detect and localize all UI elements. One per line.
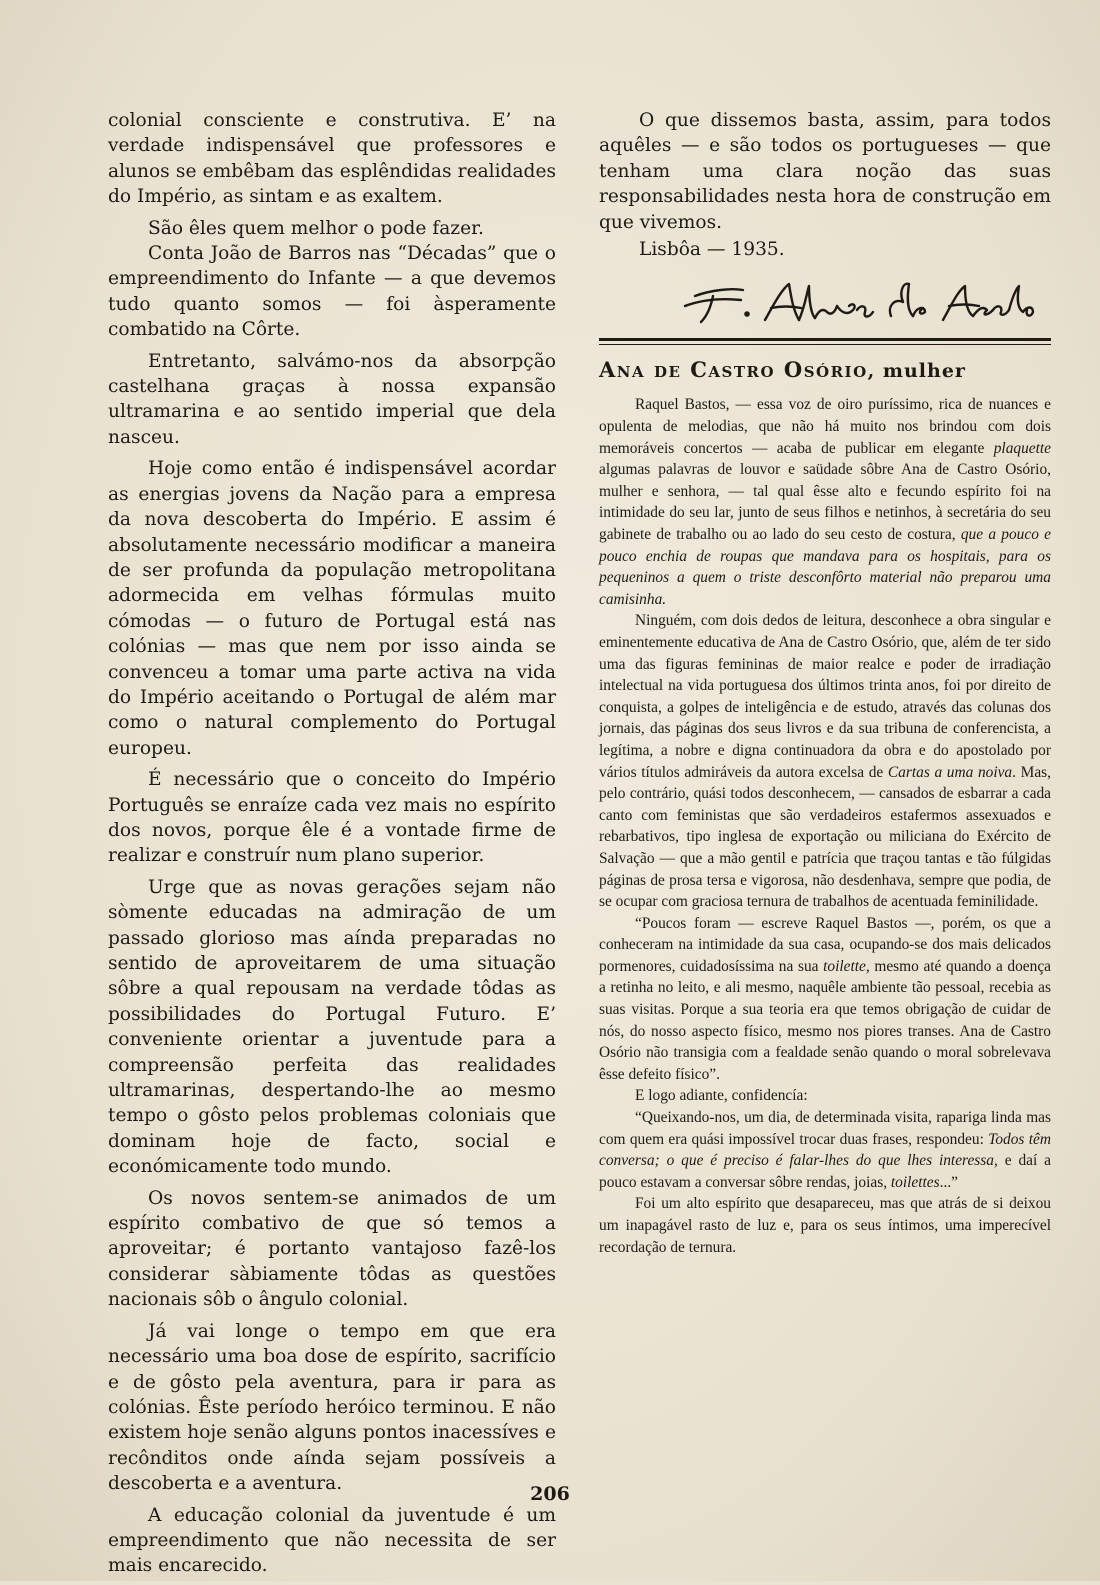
article-paragraph: Raquel Bastos, — essa voz de oiro puríssimo, rica de nuances e opulenta de melodias, que não há muito nos brindou com dois memoráveis concertos — acaba de publicar em elegante plaquette algumas palavras de louvor e saüdade sôbre Ana de Castro Osório, mulher e senhora, — tal qual êsse alto e fecundo espírito foi na intimidade do seu lar, junto de seus filhos e netinhos, à secretária do seu gabinete de trabalho ou ao lado do seu cesto de costura, que a pouco e pouco enchia de roupas que mandava para os hospitais, para os pequeninos a quem o triste desconfôrto material não preparou uma camisinha.: [599, 396, 1052, 608]
article-paragraph: “Queixando-nos, um dia, de determinada visita, rapariga linda mas com quem era quási impossível trocar duas frases, respondeu: Todos têm conversa; o que é preciso é falar-lhes do que lhes interessa, e daí a pouco estavam a conversar sôbre rendas, joias, toilettes...”: [599, 1109, 1051, 1191]
signature-image: [681, 276, 1041, 332]
page-number: 206: [530, 1483, 570, 1505]
closing-paragraph: O que dissemos basta, assim, para todos aquêles — e são todos os portugueses — que tenham uma clara noção das suas responsabilidades nesta hora de construção em que vivemos.: [599, 110, 1051, 233]
author-signature: [681, 276, 1041, 332]
article-title-name: Ana de Castro Osório: [599, 357, 868, 383]
paragraph: Hoje como então é indispensável acordar as energias jovens da Nação para a empresa da nova descoberta do Império. E assim é absolutamente necessário modificar a maneira de ser profunda da população metropolitana adormecida em velhas fórmulas muito cómodas — o futuro de Portugal está nas colónias — mas que nem por isso ainda se convenceu a tomar uma parte activa na vida do Império aceitando o Portugal de além mar como o natural complemento do Portugal europeu.: [108, 458, 556, 759]
article-paragraph: E logo adiante, confidencía:: [635, 1087, 808, 1105]
paragraph: Já vai longe o tempo em que era necessário uma boa dose de espírito, sacrifício e de gôsto pela aventura, para ir para as colónias. Êste período heróico terminou. E não existem hoje senão alguns pontos inacessíves e recônditos onde aínda sejam possíveis a descoberta e a aventura.: [108, 1320, 556, 1495]
paragraph: colonial consciente e construtiva. E’ na verdade indispensável que professores e alunos se embêbam das esplêndidas realidades do Império, as sintam e as exaltem.: [108, 110, 556, 208]
left-column: [108, 108, 556, 1585]
paragraph: Conta João de Barros nas “Décadas” que o empreendimento do Infante — a que devemos tudo quanto somos — foi àsperamente combatido na Côrte.: [108, 243, 556, 341]
article-title-tail: , mulher: [867, 360, 966, 383]
section-rule-thin: [599, 344, 1051, 345]
dateline: Lisbôa — 1935.: [639, 239, 785, 261]
article-title: [599, 357, 1051, 382]
article-body: [599, 394, 1051, 1258]
article-paragraph: Ninguém, com dois dedos de leitura, desconhece a obra singular e eminentemente educativa de Ana de Castro Osório, que, além de ter sido uma das figuras femininas de maior realce e poder de irradiação intelectual na vida portuguesa dos últimos trinta anos, foi por direito de conquista, a golpes de inteligência e de estudo, através das colunas dos jornais, das páginas dos seus livros e da sua tribuna de conferencista, a legítima, a nobre e digna continuadora da obra e do apostolado por vários títulos admiráveis da autora excelsa de Cartas a uma noiva. Mas, pelo contrário, quási todos desconhecem, — cansados de esbarrar a cada canto com feministas que são verdadeiros estafermos assexuados e rebarbativos, tipo inglesa de exportação ou miliciana do Exército de Salvação — que a mão gentil e patrícia que traçou tantas e tão fúlgidas páginas de prosa tersa e vigorosa, não desdenhava, sempre que podia, de se ocupar com graciosa ternura de trabalhos de acentuada feminilidade.: [599, 612, 1051, 911]
paragraph: A educação colonial da juventude é um empreendimento que não necessita de ser mais encarecido.: [108, 1504, 556, 1577]
right-column: [599, 108, 1051, 1258]
paragraph: São êles quem melhor o pode fazer.: [148, 217, 484, 239]
paragraph: Entretanto, salvámo-nos da absorpção castelhana graças à nossa expansão ultramarina e ao sentido imperial que dela nasceu.: [108, 350, 556, 448]
article-paragraph: “Poucos foram — escreve Raquel Bastos —, porém, os que a conheceram na intimidade da sua casa, ocupando-se dos mais delicados pormenores, cuidadosíssima na sua toilette, mesmo até quando a doença a retinha no leito, e ali mesmo, naquêle ambiente tão pessoal, recebia as suas visitas. Porque a sua teoria era que temos obrigação de cuidar de nós, do nosso aspecto físico, mesmo nos piores transes. Ana de Castro Osório não transigia com a fealdade senão quando o moral sobrelevava êsse defeito físico”.: [599, 914, 1051, 1083]
paragraph: Os novos sentem-se animados de um espírito combativo de que só temos a aproveitar; é portanto vantajoso fazê-los considerar sàbiamente tôdas as questões nacionais sôb o ângulo colonial.: [108, 1187, 556, 1311]
paragraph: Urge que as novas gerações sejam não sòmente educadas na admiração de um passado glorioso mas aínda preparadas no sentido de aproveitarem de uma situação sôbre a qual repousam na verdade tôdas as possibilidades do Portugal Futuro. E’ conveniente orientar a juventude para a compreensão perfeita das realidades ultramarinas, despertando-lhe ao mesmo tempo o gôsto pelos problemas coloniais que dominam hoje de facto, social e económicamente todo mundo.: [108, 876, 556, 1178]
paragraph: É necessário que o conceito do Império Português se enraíze cada vez mais no espírito dos novos, porque êle é a vontade firme de realizar e construír num plano superior.: [108, 769, 556, 867]
closing-section: [599, 108, 1051, 262]
section-rule: [599, 338, 1051, 341]
article-paragraph: Foi um alto espírito que desapareceu, mas que atrás de si deixou um inapagável rasto de luz e, para os seus íntimos, uma imperecível recordação de ternura.: [599, 1195, 1051, 1256]
